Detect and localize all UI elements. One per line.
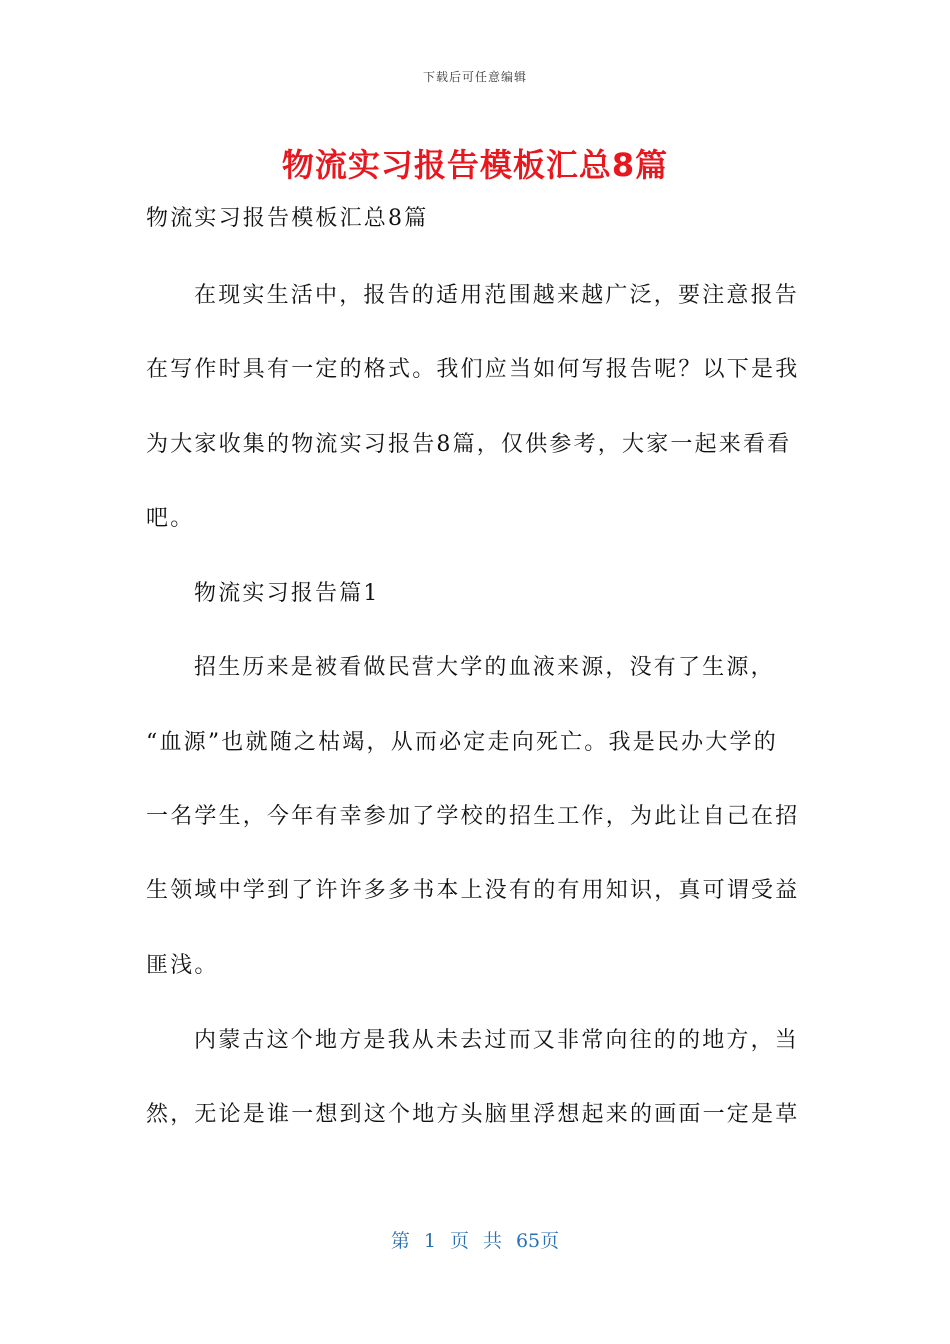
footer-prefix: 第 (390, 1230, 410, 1252)
section-heading: 物流实习报告篇1 (194, 581, 380, 606)
paragraph-line: 招生历来是被看做民营大学的血液来源，没有了生源， (194, 655, 775, 680)
footer-page-number: 1 (423, 1230, 436, 1252)
paragraph-line: 然，无论是谁一想到这个地方头脑里浮想起来的画面一定是草 (146, 1102, 800, 1127)
header-note: 下载后可任意编辑 (422, 70, 527, 84)
subtitle-line: 物流实习报告模板汇总8篇 (146, 206, 429, 231)
paragraph-line: 一名学生，今年有幸参加了学校的招生工作，为此让自己在招 (146, 804, 800, 829)
document-title: 物流实习报告模板汇总8篇 (281, 146, 669, 184)
paragraph-line: “血源”也就随之枯竭，从而必定走向死亡。我是民办大学的 (146, 730, 778, 755)
page-footer (0, 1226, 950, 1253)
footer-total-pages: 65页 (515, 1230, 560, 1252)
footer-page-word: 页 (449, 1230, 469, 1252)
paragraph-line: 内蒙古这个地方是我从未去过而又非常向往的的地方，当 (194, 1028, 800, 1053)
intro-line: 为大家收集的物流实习报告8篇，仅供参考，大家一起来看看 (146, 432, 792, 457)
paragraph-line: 匪浅。 (146, 953, 219, 978)
intro-line: 在写作时具有一定的格式。我们应当如何写报告呢？以下是我 (146, 357, 800, 382)
paragraph-line: 生领域中学到了许许多多书本上没有的有用知识，真可谓受益 (146, 878, 800, 903)
intro-line: 在现实生活中，报告的适用范围越来越广泛，要注意报告 (194, 283, 800, 308)
intro-line: 吧。 (146, 506, 195, 531)
footer-total-label: 共 (482, 1230, 502, 1252)
